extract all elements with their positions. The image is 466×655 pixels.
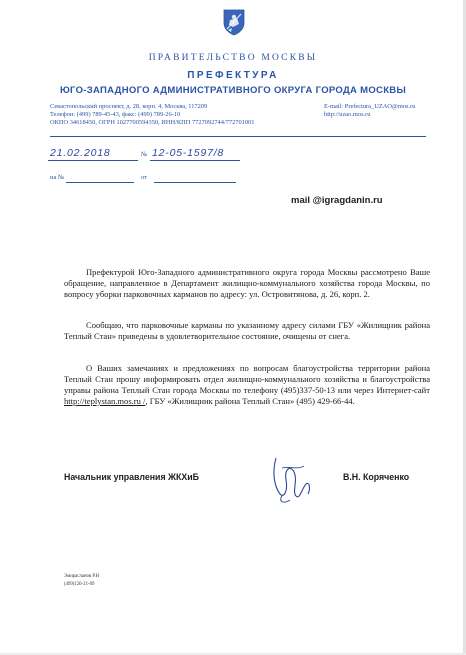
codes-line: ОКПО 34618450, ОГРН 1027700594350, ИНН/КПП 7727092744/772701001: [50, 119, 255, 126]
paragraph-1-text: Префектурой Юго-Западного административного округа города Москвы рассмотрено Ваше обращение, направленное в Департамент жилищно-коммунального хозяйства города Москвы, по вопросу уборки парковочных карманов по адресу: ул. Островитянова, д. 26, корп. 2.: [64, 267, 430, 299]
contact-details-right: [324, 103, 415, 119]
government-title: ПРАВИТЕЛЬСТВО МОСКВЫ: [148, 53, 318, 63]
paragraph-2: [64, 320, 430, 342]
email-line: E-mail: Prefectura_UZAO@mos.ru: [324, 103, 416, 110]
executor-name: Эмирасланов Р.Н: [64, 574, 100, 579]
site-line: http://uzao.mos.ru: [324, 111, 371, 118]
from-underline: [154, 182, 236, 183]
moscow-coat-of-arms-icon: [222, 8, 246, 36]
number-underline: [150, 160, 240, 161]
signer-name: В.Н. Коряченко: [343, 472, 410, 482]
header-divider: [50, 136, 426, 137]
phone-line: Телефон: (499) 789-45-43, факс: (499) 789-26-10: [50, 111, 181, 118]
district-title: ЮГО-ЗАПАДНОГО АДМИНИСТРАТИВНОГО ОКРУГА ГОРОДА МОСКВЫ: [59, 85, 407, 96]
handwritten-signature-icon: [262, 450, 322, 506]
paragraph-2-text: Сообщаю, что парковочные карманы по указанному адресу силами ГБУ «Жилищник района Теплый Стан» приведены в удовлетворительное состояние, очищены от снега.: [64, 320, 430, 341]
address-line: Севастопольский проспект, д. 28, корп. 4, Москва, 117209: [50, 103, 208, 110]
registration-date: 21.02.2018: [50, 147, 111, 159]
teplystan-link[interactable]: http://teplystan.mos.ru /: [64, 395, 146, 406]
executor-phone: (499)120-21-09: [64, 582, 95, 587]
paragraph-1: [64, 267, 430, 300]
date-underline: [48, 160, 138, 161]
paragraph-3-end: , ГБУ «Жилищник района Теплый Стан» (495) 429-66-44.: [145, 395, 355, 406]
number-label: №: [141, 151, 148, 158]
contact-details-left: [50, 103, 254, 127]
prefecture-title: ПРЕФЕКТУРА: [187, 70, 279, 81]
ref-underline: [66, 182, 134, 183]
ref-label: на №: [50, 174, 65, 181]
paragraph-3-text: [64, 363, 430, 407]
from-label: от: [141, 174, 148, 181]
registration-number: 12-05-1597/8: [152, 147, 225, 159]
recipient-email: mail @igragdanin.ru: [291, 195, 383, 206]
signer-role: Начальник управления ЖКХиБ: [64, 472, 199, 482]
paragraph-3: [64, 363, 430, 407]
paragraph-3-start: О Ваших замечаниях и предложениях по вопросам благоустройства территории района Теплый Стан прошу информировать отдел жилищно-коммунального хозяйства и благоустройства управы района Теплый Стан города Москвы по телефону (495)337-50-13 или через Интернет-сайт: [64, 363, 430, 395]
